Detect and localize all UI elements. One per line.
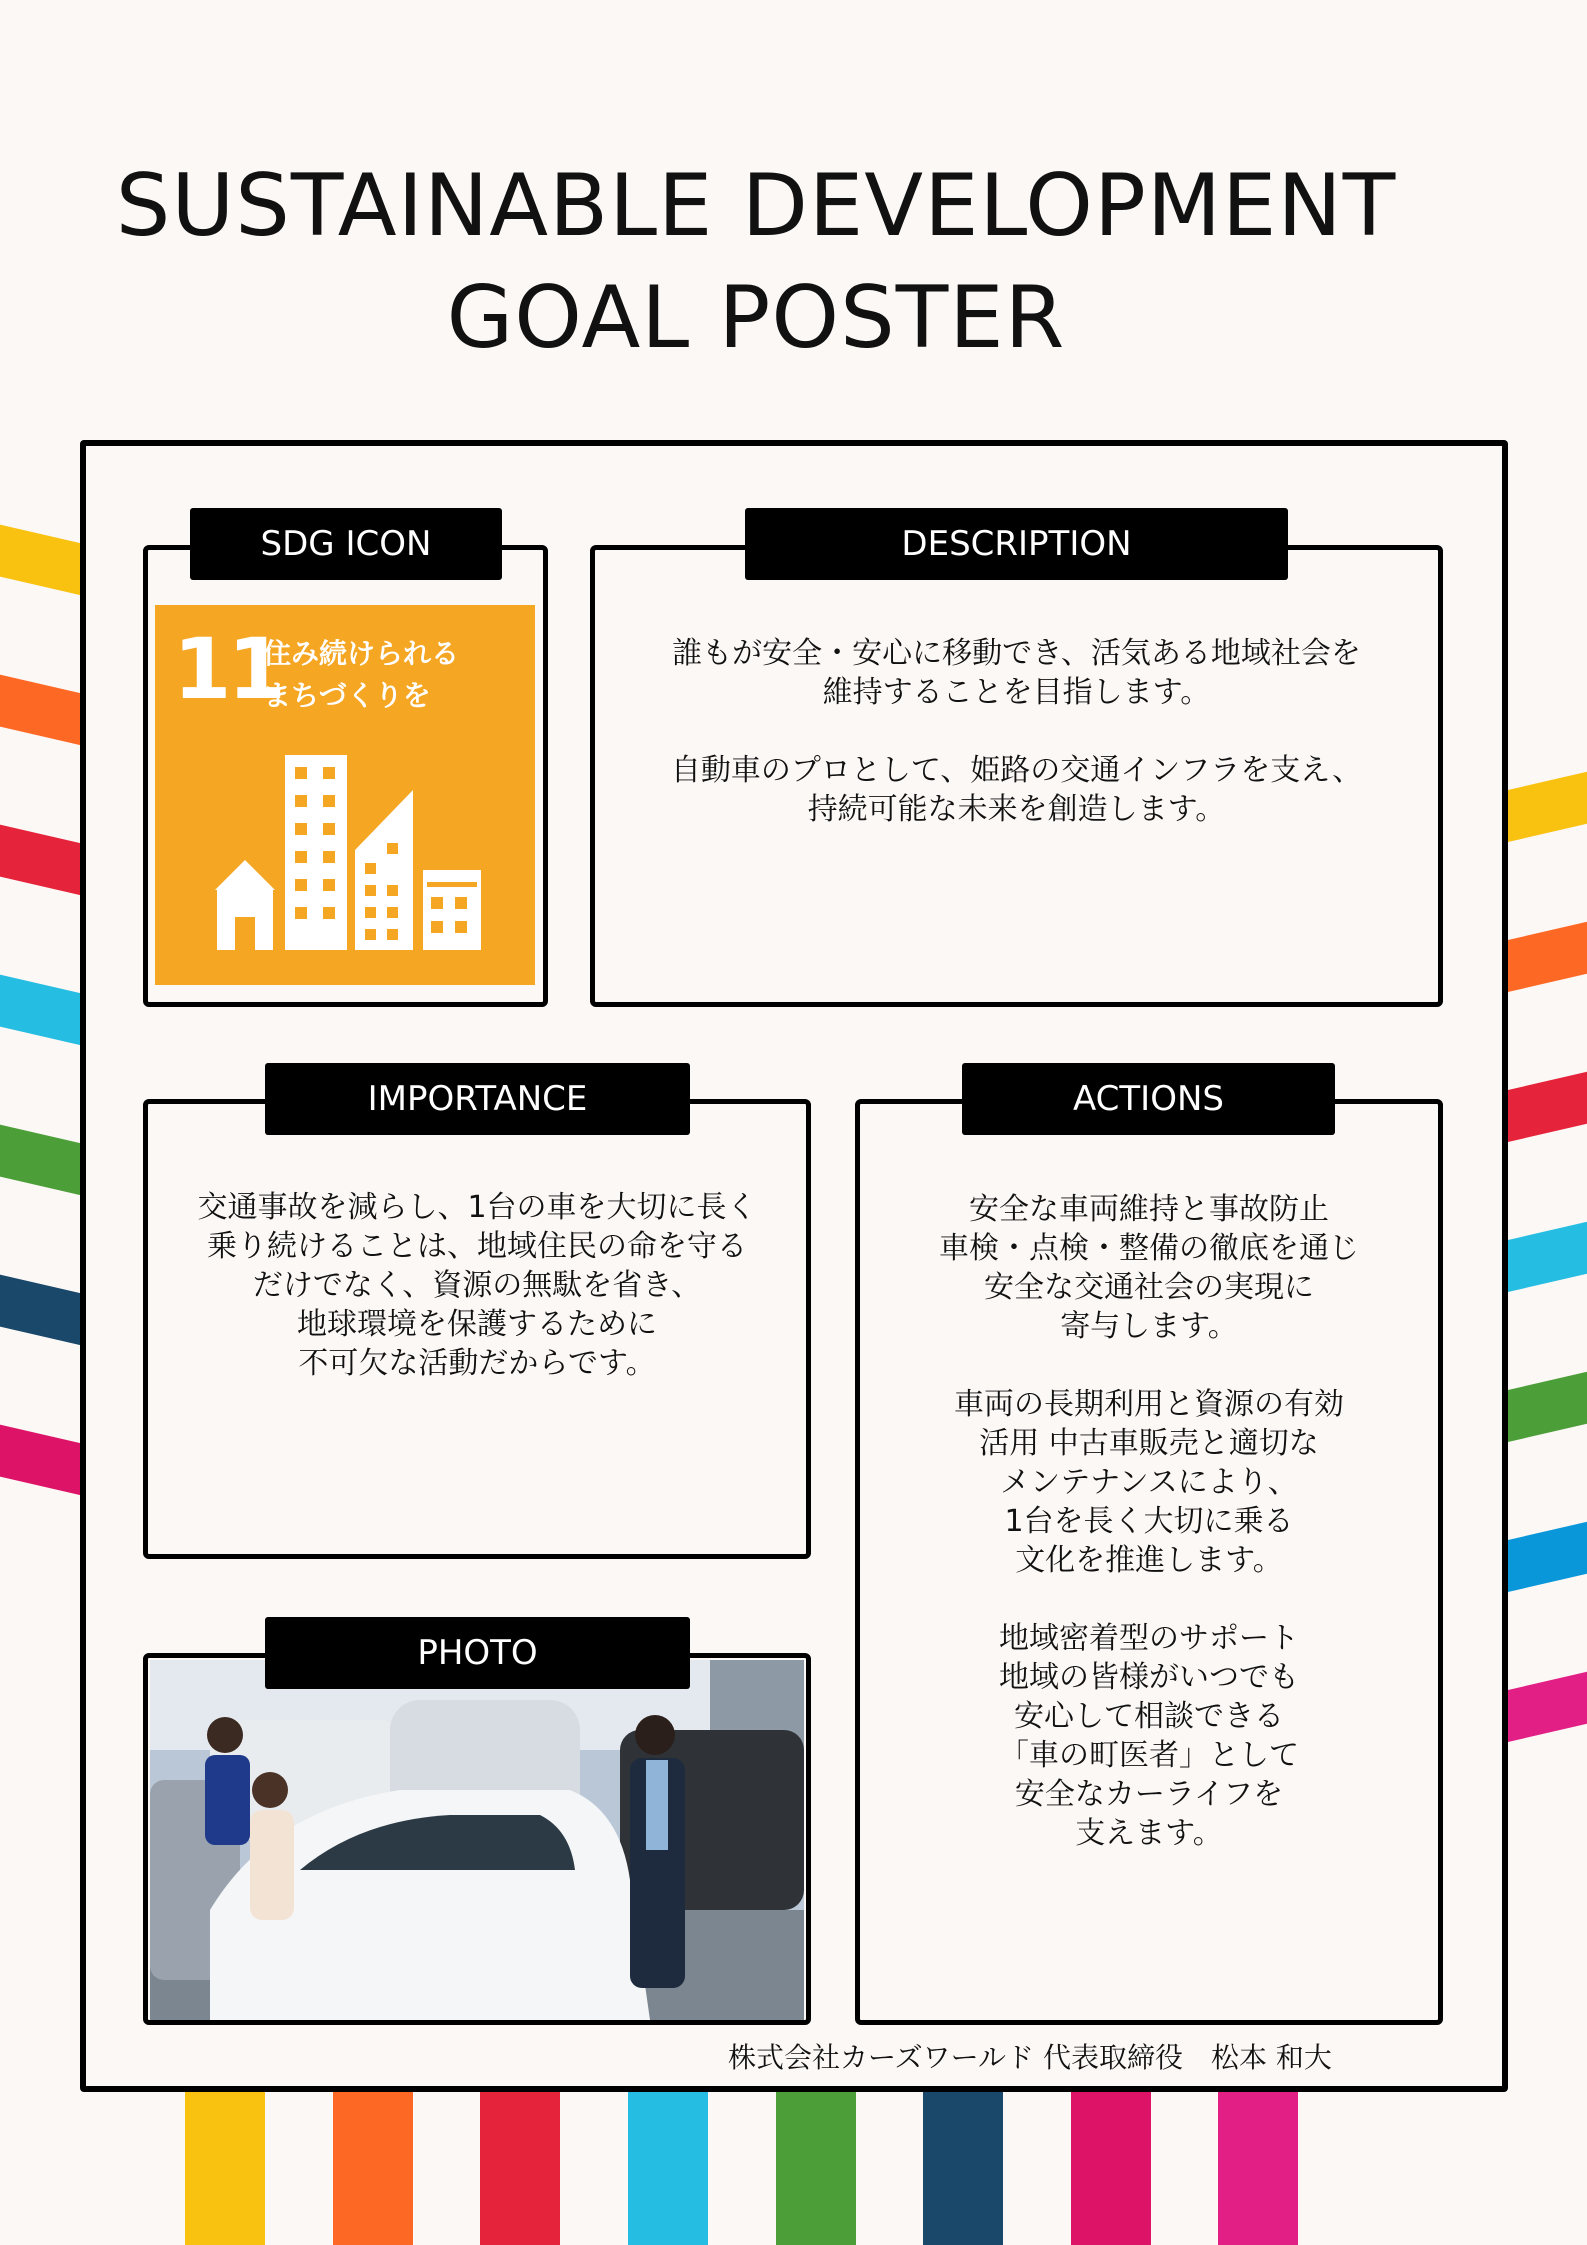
car-dealership-photo	[150, 1660, 804, 2020]
goal-caption: 住み続けられる まちづくりを	[263, 637, 460, 712]
description-label: DESCRIPTION	[745, 508, 1288, 580]
stripe	[185, 2090, 265, 2245]
stripe	[0, 1120, 90, 1200]
bottom-sdg-stripes	[0, 2090, 1587, 2245]
actions-text: 安全な車両維持と事故防止 車検・点検・整備の徹底を通じ 安全な交通社会の実現に 寄与します。 車両の長期利用と資源の有効 活用 中古車販売と適切な メンテナンスにより、 1台を長く大切に乗る 文化を推進します。 地域密着型のサポート 地域の皆様がいつでも 安心して相談できる 「車の町医者」として 安全なカーライフを 支えます。	[939, 1192, 1359, 1851]
stripe	[1218, 2090, 1298, 2245]
stripe	[923, 2090, 1003, 2245]
photo-illustration	[150, 1660, 804, 2020]
stripe	[333, 2090, 413, 2245]
poster-title	[0, 150, 1512, 374]
stripe	[1508, 1512, 1587, 1592]
description-text: 誰もが安全・安心に移動でき、活気ある地域社会を 維持することを目指します。 自動車のプロとして、姫路の交通インフラを支え、 持続可能な未来を創造します。	[670, 636, 1363, 827]
stripe	[0, 970, 90, 1050]
stripe	[0, 820, 90, 900]
stripe	[480, 2090, 560, 2245]
photo-label: PHOTO	[265, 1617, 690, 1689]
stripe	[1508, 1212, 1587, 1292]
title-line-2: GOAL POSTER	[446, 268, 1066, 368]
stripe	[1508, 1662, 1587, 1742]
stripe	[1508, 1362, 1587, 1442]
stripe	[776, 2090, 856, 2245]
city-buildings-icon	[155, 605, 535, 985]
actions-label: ACTIONS	[962, 1063, 1335, 1135]
stripe	[1508, 1062, 1587, 1142]
stripe	[0, 1420, 90, 1500]
stripe	[0, 1270, 90, 1350]
right-sdg-stripes	[1508, 760, 1587, 1820]
stripe	[0, 670, 90, 750]
stripe	[628, 2090, 708, 2245]
footer-credit: 株式会社カーズワールド 代表取締役 松本 和大	[728, 2041, 1332, 2074]
title-line-1: SUSTAINABLE DEVELOPMENT	[115, 156, 1397, 256]
sdg-icon-label: SDG ICON	[190, 508, 502, 580]
stripe	[1071, 2090, 1151, 2245]
importance-label: IMPORTANCE	[265, 1063, 690, 1135]
stripe	[0, 520, 90, 600]
left-sdg-stripes	[0, 520, 90, 1500]
stripe	[1508, 762, 1587, 842]
stripe	[1508, 912, 1587, 992]
sdg-goal-11-icon	[155, 605, 535, 985]
importance-text: 交通事故を減らし、1台の車を大切に長く 乗り続けることは、地域住民の命を守る だけでなく、資源の無駄を省き、 地球環境を保護するために 不可欠な活動だからです。	[197, 1190, 757, 1381]
goal-number: 11	[173, 620, 282, 718]
